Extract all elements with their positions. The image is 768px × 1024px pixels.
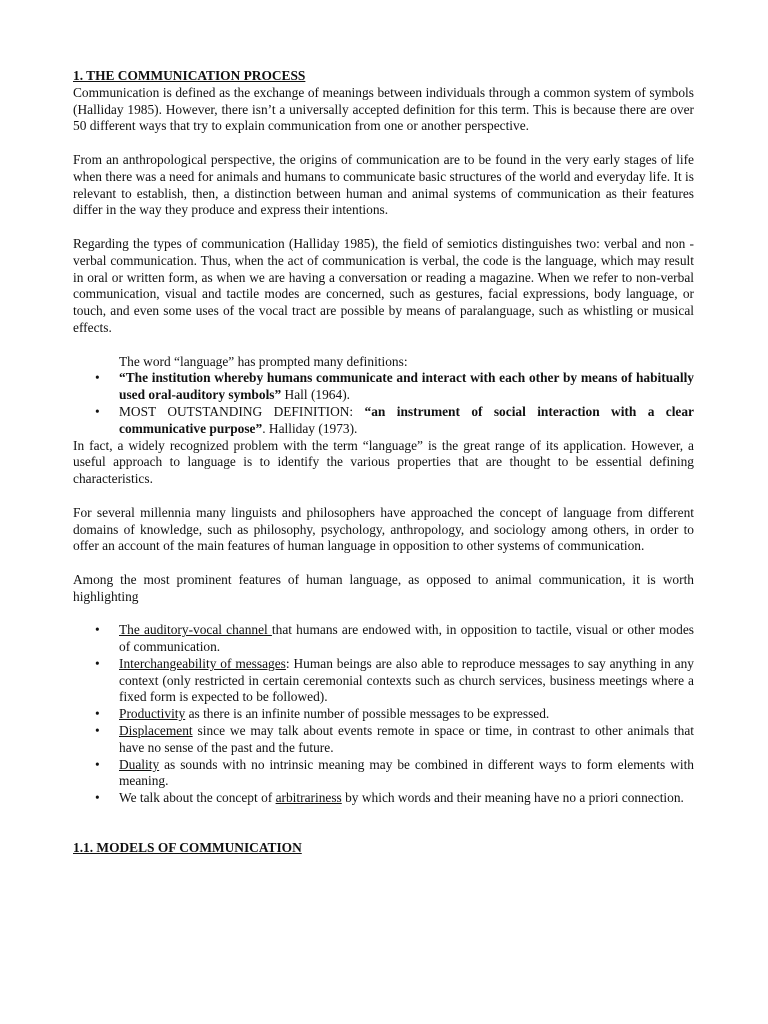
paragraph-problem: In fact, a widely recognized problem with the term “language” is the great range of its application. However, a useful approach to language is to identify the various properties that are thought to be essential defining characteristics. [73, 437, 694, 487]
document-page [73, 68, 694, 857]
subsection-heading: 1.1. MODELS OF COMMUNICATION [73, 840, 302, 856]
feature-term: The auditory-vocal channel [119, 622, 272, 638]
paragraph-definition: Communication is defined as the exchange of meanings between individuals through a common system of symbols (Halliday 1985). However, there isn’t a universally accepted definition for this term. This is because there are over 50 different ways that try to explain communication from one or another perspective. [73, 84, 694, 134]
list-item [73, 723, 694, 757]
definition-prefix: MOST OUTSTANDING DEFINITION: [119, 403, 365, 419]
section-heading: 1. THE COMMUNICATION PROCESS [73, 68, 306, 83]
definition-quote: “The institution whereby humans communicate and interact with each other by means of habitually used oral-auditory symbols” [119, 370, 694, 403]
feature-term: Interchangeability of messages [119, 655, 286, 671]
definitions-intro: The word “language” has prompted many definitions: [119, 353, 408, 369]
list-item [73, 622, 694, 656]
definition-citation: . Halliday (1973). [262, 420, 358, 436]
feature-prefix: We talk about the concept of [119, 790, 276, 806]
feature-description: since we may talk about events remote in space or time, in contrast to other animals that have no sense of the past and the future. [119, 723, 694, 755]
list-item [73, 757, 694, 791]
list-item [73, 656, 694, 706]
feature-description: : Human beings are also able to reproduce messages to say anything in any context (only restricted in certain ceremonial contexts such as church services, business meetings where a fixed form is expected to be followed). [119, 655, 694, 705]
feature-description: that humans are endowed with, in opposition to tactile, visual or other modes of communication. [119, 622, 694, 655]
paragraph-features-intro: Among the most prominent features of human language, as opposed to animal communication, it is worth highlighting [73, 571, 694, 604]
feature-description: as sounds with no intrinsic meaning may be combined in different ways to form elements with meaning. [119, 756, 694, 789]
definition-citation: Hall (1964). [281, 387, 351, 403]
paragraph-anthropological: From an anthropological perspective, the origins of communication are to be found in the very early stages of life when there was a need for animals and humans to communicate basic structures of the world and everyday life. It is relevant to establish, then, a distinction between human and animal systems of communication as their features differ in the way they produce and express their intentions. [73, 151, 694, 218]
paragraph-types: Regarding the types of communication (Halliday 1985), the field of semiotics distinguishes two: verbal and non -verbal communication. Thus, when the act of communication is verbal, the code is the language, which may result in oral or written form, as when we are having a conversation or reading a magazine. When we refer to non-verbal communication, visual and tactile modes are concerned, such as gestures, facial expressions, body language, or touch, and even some uses of the vocal tract are possible by means of paralanguage, such as whistling or musical effects. [73, 235, 694, 335]
definitions-list [73, 370, 694, 437]
features-list [73, 622, 694, 807]
list-item [73, 404, 694, 438]
feature-term: Duality [119, 756, 160, 772]
feature-term: arbitrariness [275, 790, 342, 806]
list-item [73, 370, 694, 404]
feature-term: Displacement [119, 723, 193, 739]
paragraph-millennia: For several millennia many linguists and philosophers have approached the concept of language from different domains of knowledge, such as philosophy, psychology, anthropology, and sociology among others, in order to offer an account of the main features of human language in opposition to other systems of communication. [73, 504, 694, 554]
feature-description: as there is an infinite number of possible messages to be expressed. [185, 706, 550, 722]
feature-term: Productivity [119, 706, 186, 722]
definition-quote: “an instrument of social interaction with a clear communicative purpose” [119, 403, 694, 436]
list-item [73, 790, 694, 807]
feature-description: by which words and their meaning have no a priori connection. [341, 790, 684, 806]
list-item [73, 706, 694, 723]
